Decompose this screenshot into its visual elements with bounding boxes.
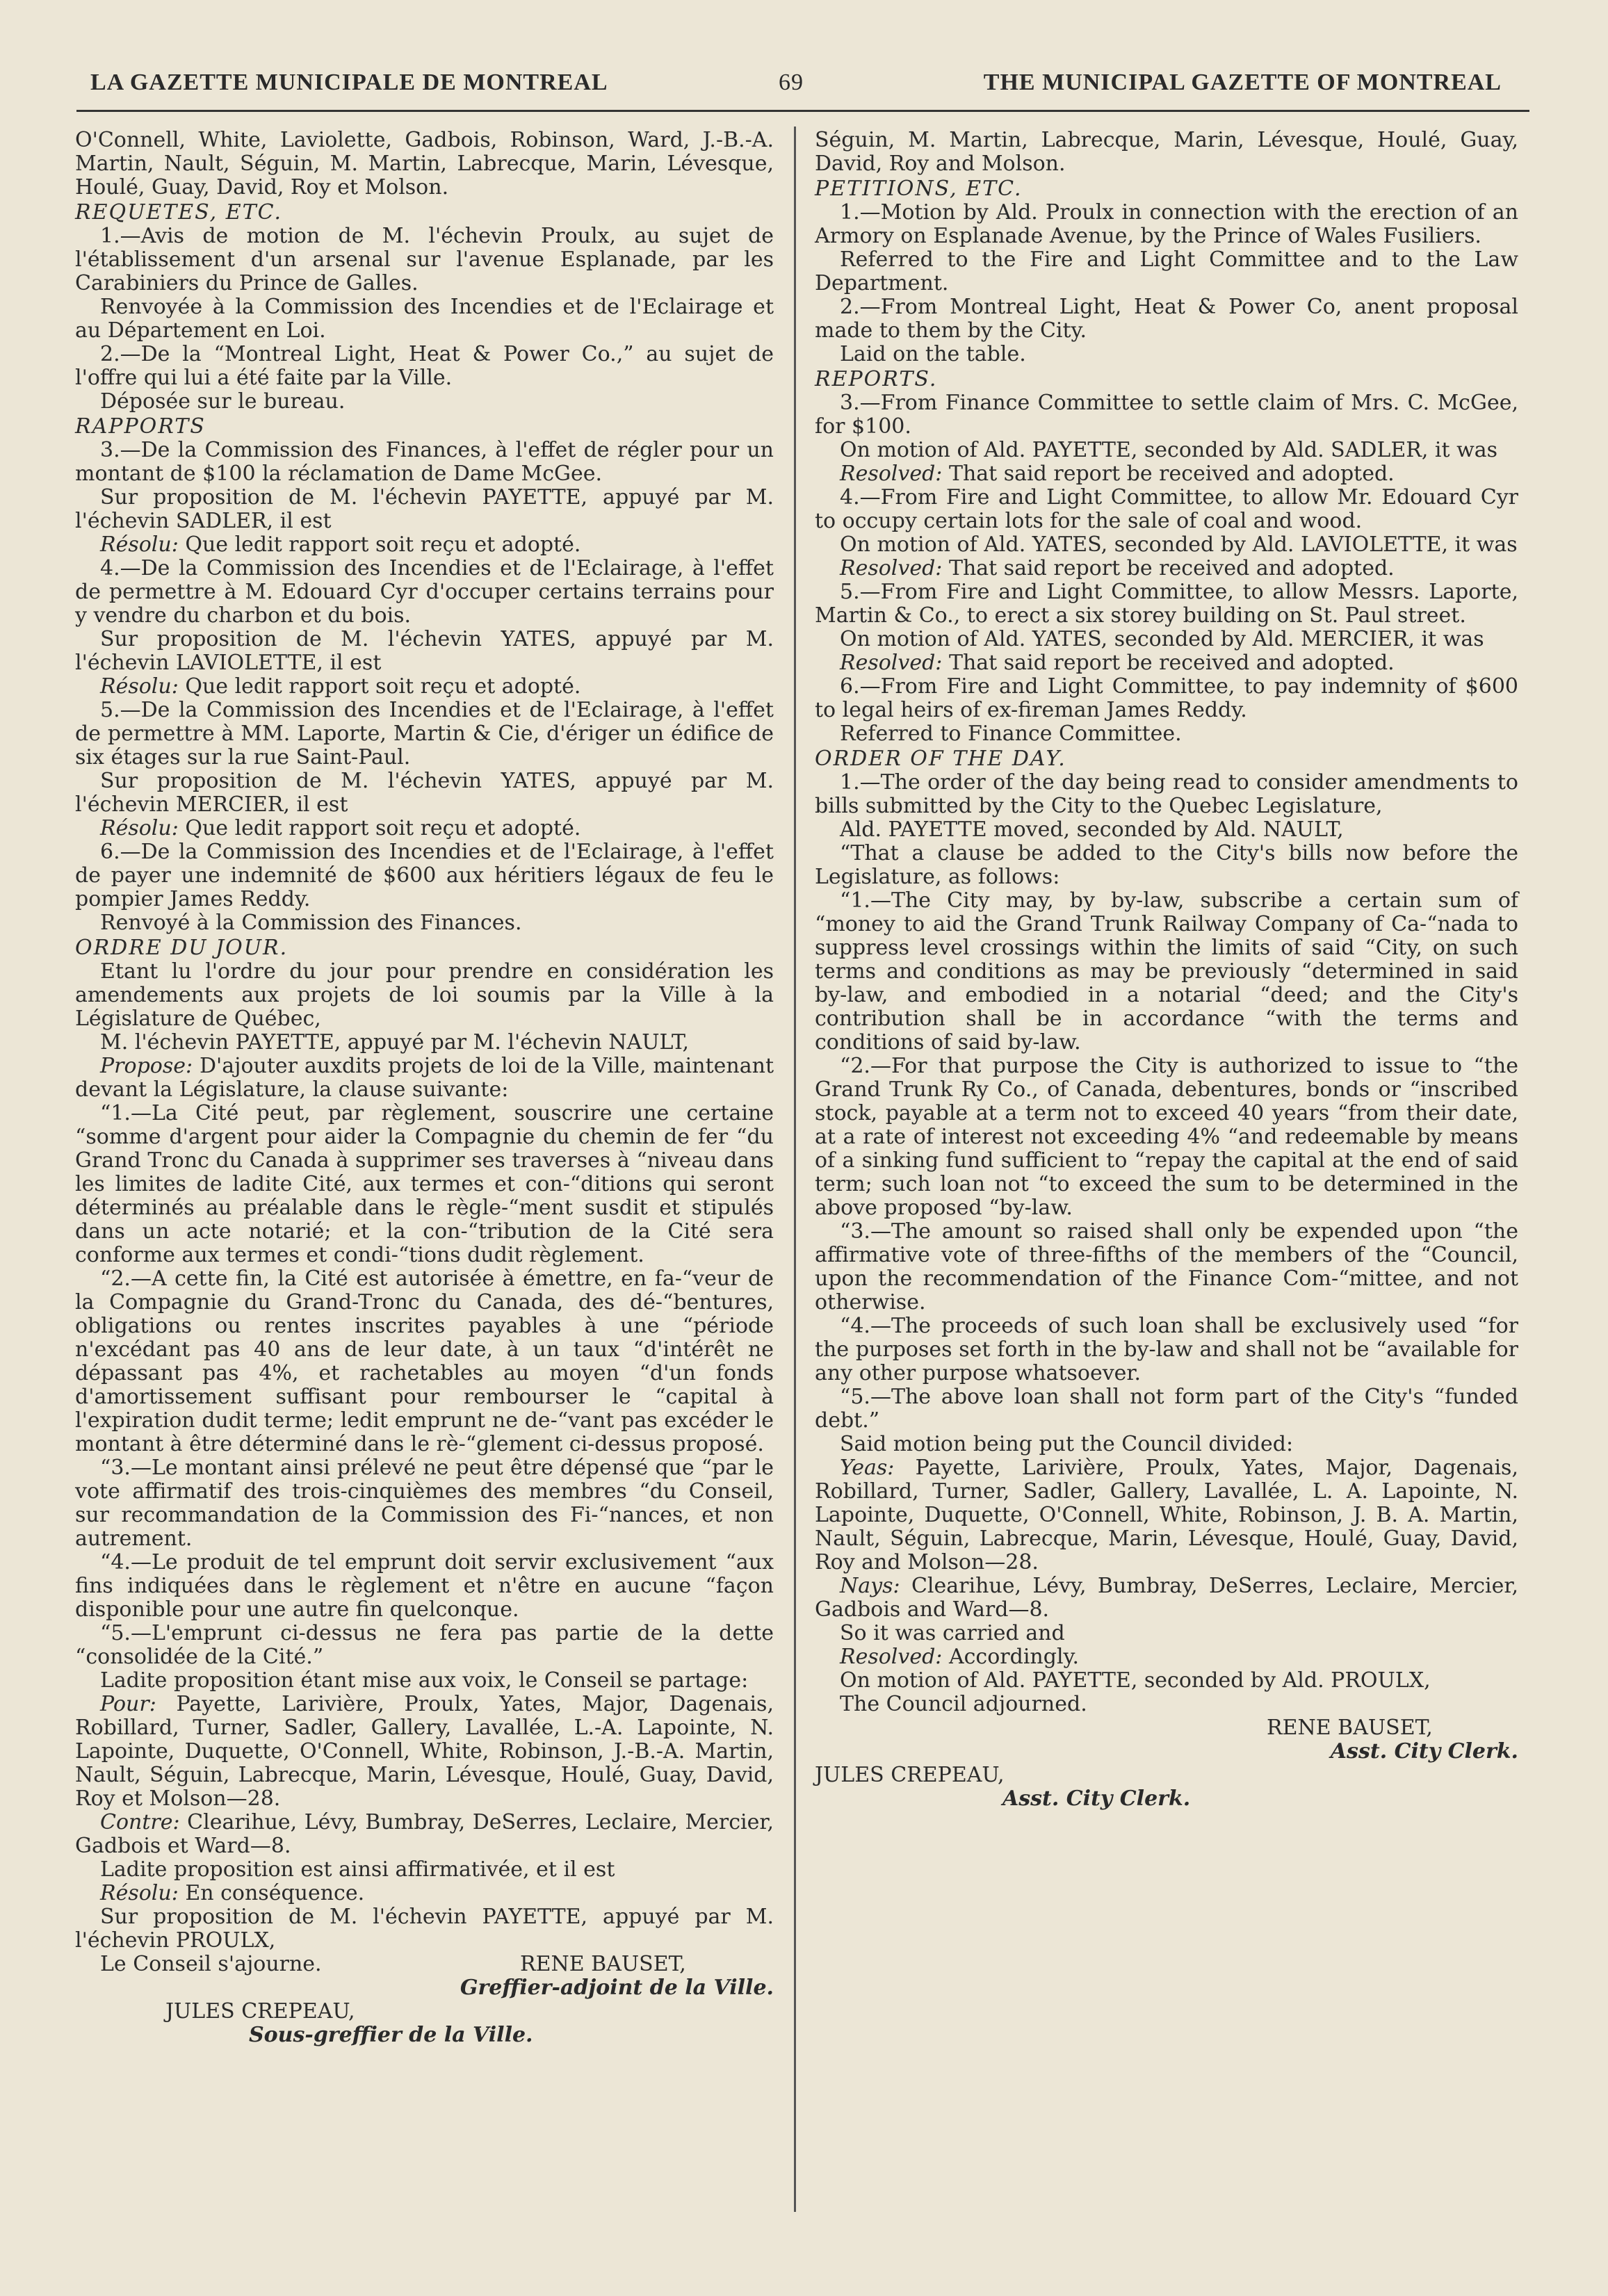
clause-3: “3.—Le montant ainsi prélevé ne peut être dépensé que “par le vote affirmatif des trois-cinquièmes des membres “du Conseil, sur recommandation de la Commission des Fi-“nances, et non autrement.	[75, 1456, 774, 1551]
paragraph: “That a clause be added to the City's bills now before the Legislature, as follows:	[815, 841, 1518, 889]
resolution	[815, 1645, 1518, 1669]
paragraph: 1.—The order of the day being read to consider amendments to bills submitted by the City to the Quebec Legislature,	[815, 770, 1518, 818]
clause-1: “1.—La Cité peut, par règlement, souscrire une certaine “somme d'argent pour aider la Compagnie du chemin de fer “du Grand Tronc du Canada à supprimer ses traverses à “niveau dans les limites de ladite Cité, aux termes et con-“ditions qui seront déterminés au préalable dans le règle-“ment susdit et stipulés dans un acte notarié; et la con-“tribution de la Cité sera conforme aux termes et condi-“tions dudit règlement.	[75, 1101, 774, 1267]
signature-line	[75, 1953, 774, 1976]
adjournment: The Council adjourned.	[840, 1692, 1087, 1716]
paragraph: Sur proposition de M. l'échevin PAYETTE, appuyé par M. l'échevin PROULX,	[75, 1905, 774, 1953]
paragraph: On motion of Ald. PAYETTE, seconded by Ald. SADLER, it was	[840, 438, 1498, 462]
signature-line	[75, 1976, 774, 2000]
paragraph: 2.—De la “Montreal Light, Heat & Power Co.,” au sujet de l'offre qui lui a été faite par la Ville.	[75, 342, 774, 390]
motion	[75, 1055, 774, 1102]
resolution-text: That said report be received and adopted.	[942, 651, 1395, 675]
vote-label: Nays:	[840, 1574, 900, 1598]
resolution-label: Résolu:	[100, 532, 179, 557]
paragraph: 5.—De la Commission des Incendies et de l'Eclairage, à l'effet de permettre à MM. Laporte, Martin & Cie, d'ériger un édifice de six étages sur la rue Saint-Paul.	[75, 698, 774, 770]
section-heading: RAPPORTS	[75, 414, 206, 439]
resolution	[815, 462, 1518, 486]
signatory-name: JULES CREPEAU,	[815, 1763, 1005, 1787]
resolution-label: Resolved:	[840, 651, 943, 675]
section-heading: REPORTS.	[815, 367, 938, 391]
clause-5: “5.—The above loan shall not form part of the City's “funded debt.”	[815, 1385, 1518, 1433]
motion-text: D'ajouter auxdits projets de loi de la Ville, maintenant devant la Législature, la clause suivante:	[75, 1054, 774, 1102]
resolution-label: Resolved:	[840, 1645, 943, 1669]
resolution	[75, 1882, 774, 1905]
resolution-text: That said report be received and adopted.	[942, 462, 1395, 486]
resolution-label: Resolved:	[840, 556, 943, 580]
paragraph: Renvoyée à la Commission des Incendies et de l'Eclairage et au Département en Loi.	[75, 295, 774, 343]
signatory-title: Asst. City Clerk.	[1330, 1739, 1518, 1764]
paragraph: 1.—Avis de motion de M. l'échevin Proulx, au sujet de l'établissement d'un arsenal sur l'avenue Esplanade, par les Carabiniers du Prince de Galles.	[75, 224, 774, 295]
paragraph: 4.—De la Commission des Incendies et de l'Eclairage, à l'effet de permettre à M. Edouard Cyr d'occuper certains terrains pour y vendre du charbon et du bois.	[75, 556, 774, 628]
paragraph: Séguin, M. Martin, Labrecque, Marin, Lévesque, Houlé, Guay, David, Roy and Molson.	[815, 128, 1518, 176]
clause-4: “4.—Le produit de tel emprunt doit servir exclusivement “aux fins indiquées dans le règlement et n'être en aucune “façon disponible pour une autre fin quelconque.	[75, 1550, 774, 1622]
signatory-name: RENE BAUSET,	[1267, 1716, 1433, 1740]
vote-for	[75, 1693, 774, 1811]
page-number: 69	[779, 70, 804, 95]
paragraph: Sur proposition de M. l'échevin YATES, appuyé par M. l'échevin LAVIOLETTE, il est	[75, 627, 774, 675]
signature-line	[815, 1740, 1518, 1764]
resolution-label: Résolu:	[100, 674, 179, 699]
signatory-name: JULES CREPEAU,	[165, 1999, 355, 2024]
paragraph: Déposée sur le bureau.	[100, 389, 346, 414]
signature-line	[75, 2024, 774, 2047]
paragraph: Sur proposition de M. l'échevin YATES, appuyé par M. l'échevin MERCIER, il est	[75, 769, 774, 817]
section-heading: PETITIONS, ETC.	[815, 177, 1023, 201]
paragraph: Ald. PAYETTE moved, seconded by Ald. NAULT,	[840, 817, 1344, 842]
paragraph: On motion of Ald. YATES, seconded by Ald. LAVIOLETTE, it was	[840, 532, 1518, 557]
paragraph: So it was carried and	[840, 1621, 1065, 1645]
signatory-title: Asst. City Clerk.	[1002, 1786, 1191, 1811]
paragraph: Referred to the Fire and Light Committee and to the Law Department.	[815, 247, 1518, 295]
resolution-text: Que ledit rapport soit reçu et adopté.	[178, 816, 581, 840]
clause-4: “4.—The proceeds of such loan shall be exclusively used “for the purposes set forth in the by-law and shall not be “available for any other purpose whatsoever.	[815, 1314, 1518, 1385]
section-heading: ORDRE DU JOUR.	[75, 936, 289, 960]
header-french-title: LA GAZETTE MUNICIPALE DE MONTREAL	[90, 70, 608, 95]
paragraph: Etant lu l'ordre du jour pour prendre en considération les amendements aux projets de loi soumis par la Ville à la Législature de Québec,	[75, 959, 774, 1031]
vote-label: Contre:	[100, 1810, 180, 1834]
paragraph: On motion of Ald. PAYETTE, seconded by Ald. PROULX,	[840, 1668, 1431, 1693]
resolution-label: Résolu:	[100, 816, 179, 840]
signatory-name: RENE BAUSET,	[520, 1952, 686, 1976]
header-rule	[76, 110, 1529, 112]
page-header	[90, 70, 1502, 111]
signature-line	[815, 1764, 1518, 1787]
clause-2: “2.—For that purpose the City is authorized to issue to “the Grand Trunk Ry Co., of Canada, debentures, bonds or “inscribed stock, payable at a term not to exceed 40 years “from their date, at a rate of interest not exceeding 4% “and redeemable by means of a sinking fund sufficient to “repay the capital at the end of said term; such loan not “to exceed the sum to be determined in the above proposed “by-law.	[815, 1054, 1518, 1220]
clause-1: “1.—The City may, by by-law, subscribe a certain sum of “money to aid the Grand Trunk Railway Company of Ca-“nada to suppress level crossings within the limits of said “City, on such terms and conditions as may be previously “determined in said by-law, and embodied in a notarial “deed; and the City's contribution shall be in accordance “with the terms and conditions of said by-law.	[815, 888, 1518, 1055]
section-heading: ORDER OF THE DAY.	[815, 747, 1066, 771]
column-divider	[794, 127, 796, 2212]
paragraph: 3.—From Finance Committee to settle claim of Mrs. C. McGee, for $100.	[815, 391, 1518, 439]
section-heading: REQUETES, ETC.	[75, 200, 283, 225]
resolution	[815, 557, 1518, 580]
paragraph: Renvoyé à la Commission des Finances.	[100, 911, 522, 935]
vote-against	[75, 1811, 774, 1858]
paragraph: Ladite proposition étant mise aux voix, le Conseil se partage:	[100, 1668, 749, 1693]
english-column	[815, 129, 1518, 1811]
paragraph: 6.—From Fire and Light Committee, to pay indemnity of $600 to legal heirs of ex-fireman James Reddy.	[815, 674, 1518, 722]
paragraph: 3.—De la Commission des Finances, à l'effet de régler pour un montant de $100 la réclamation de Dame McGee.	[75, 438, 774, 486]
vote-label: Yeas:	[840, 1456, 895, 1480]
clause-3: “3.—The amount so raised shall only be expended upon “the affirmative vote of three-fifths of the members of the “Council, upon the recommendation of the Finance Com-“mittee, and not otherwise.	[815, 1219, 1518, 1314]
resolution-text: Que ledit rapport soit reçu et adopté.	[178, 532, 581, 557]
signature-line	[815, 1787, 1518, 1811]
clause-2: “2.—A cette fin, la Cité est autorisée à émettre, en fa-“veur de la Compagnie du Grand-Tronc du Canada, des dé-“bentures, obligations ou rentes inscrites payables à une “période n'excédant pas 40 ans de leur date, à un taux “d'intérêt ne dépassant pas 4%, et rachetables au moyen “d'un fonds d'amortissement suffisant pour rembourser le “capital à l'expiration dudit terme; ledit emprunt ne de-“vant pas excéder le montant à être déterminé dans le rè-“glement ci-dessus proposé.	[75, 1267, 774, 1456]
paragraph: Sur proposition de M. l'échevin PAYETTE, appuyé par M. l'échevin SADLER, il est	[75, 485, 774, 533]
french-column	[75, 129, 774, 2047]
vote-for	[815, 1456, 1518, 1574]
resolution	[815, 651, 1518, 675]
paragraph: Laid on the table.	[840, 342, 1026, 366]
motion-label: Propose:	[100, 1054, 193, 1078]
vote-against	[815, 1574, 1518, 1622]
vote-names: Payette, Larivière, Proulx, Yates, Major, Dagenais, Robillard, Turner, Sadler, Gallery, Lavallée, L. A. Lapointe, N. Lapointe, Duquette, O'Connell, White, Robinson, J. B. A. Martin, Nault, Séguin, Labrecque, Marin, Lévesque, Houlé, Guay, David, Roy and Molson—28.	[815, 1456, 1518, 1574]
vote-names: Payette, Larivière, Proulx, Yates, Major, Dagenais, Robillard, Turner, Sadler, Gallery, Lavallée, L.-A. Lapointe, N. Lapointe, Duquette, O'Connell, White, Robinson, J.-B.-A. Martin, Nault, Séguin, Labrecque, Marin, Lévesque, Houlé, Guay, David, Roy et Molson—28.	[75, 1692, 774, 1811]
vote-names: Clearihue, Lévy, Bumbray, DeSerres, Leclaire, Mercier, Gadbois et Ward—8.	[75, 1810, 774, 1858]
signatory-title: Greffier-adjoint de la Ville.	[460, 1976, 774, 2000]
resolution	[75, 817, 774, 840]
paragraph: 5.—From Fire and Light Committee, to allow Messrs. Laporte, Martin & Co., to erect a six storey building on St. Paul street.	[815, 580, 1518, 628]
paragraph: On motion of Ald. YATES, seconded by Ald. MERCIER, it was	[840, 627, 1484, 651]
resolution-label: Résolu:	[100, 1881, 179, 1905]
paragraph: 1.—Motion by Ald. Proulx in connection with the erection of an Armory on Esplanade Avenue, by the Prince of Wales Fusiliers.	[815, 200, 1518, 248]
paragraph: O'Connell, White, Laviolette, Gadbois, Robinson, Ward, J.-B.-A. Martin, Nault, Séguin, M. Martin, Labrecque, Marin, Lévesque, Houlé, Guay, David, Roy et Molson.	[75, 128, 774, 200]
clause-5: “5.—L'emprunt ci-dessus ne fera pas partie de la dette “consolidée de la Cité.”	[75, 1621, 774, 1669]
signatory-title: Sous-greffier de la Ville.	[249, 2023, 533, 2047]
paragraph: 2.—From Montreal Light, Heat & Power Co, anent proposal made to them by the City.	[815, 295, 1518, 343]
paragraph: M. l'échevin PAYETTE, appuyé par M. l'échevin NAULT,	[100, 1030, 690, 1055]
adjournment: Le Conseil s'ajourne.	[100, 1952, 322, 1976]
vote-label: Pour:	[100, 1692, 156, 1716]
paragraph: 6.—De la Commission des Incendies et de l'Eclairage, à l'effet de payer une indemnité de $600 aux héritiers légaux de feu le pompier James Reddy.	[75, 840, 774, 911]
header-english-title: THE MUNICIPAL GAZETTE OF MONTREAL	[983, 70, 1502, 95]
paragraph: Referred to Finance Committee.	[840, 722, 1182, 746]
resolution	[75, 533, 774, 557]
resolution-text: Que ledit rapport soit reçu et adopté.	[178, 674, 581, 699]
signature-line	[815, 1716, 1518, 1740]
paragraph: Said motion being put the Council divided:	[840, 1432, 1294, 1456]
resolution-text: Accordingly.	[942, 1645, 1080, 1669]
paragraph: 4.—From Fire and Light Committee, to allow Mr. Edouard Cyr to occupy certain lots for the sale of coal and wood.	[815, 485, 1518, 533]
resolution-text: That said report be received and adopted.	[942, 556, 1395, 580]
paragraph: Ladite proposition est ainsi affirmativée, et il est	[100, 1857, 615, 1882]
resolution	[75, 675, 774, 699]
vote-names: Clearihue, Lévy, Bumbray, DeSerres, Leclaire, Mercier, Gadbois and Ward—8.	[815, 1574, 1518, 1622]
resolution-label: Resolved:	[840, 462, 943, 486]
signature-line	[75, 2000, 774, 2024]
resolution-text: En conséquence.	[178, 1881, 365, 1905]
